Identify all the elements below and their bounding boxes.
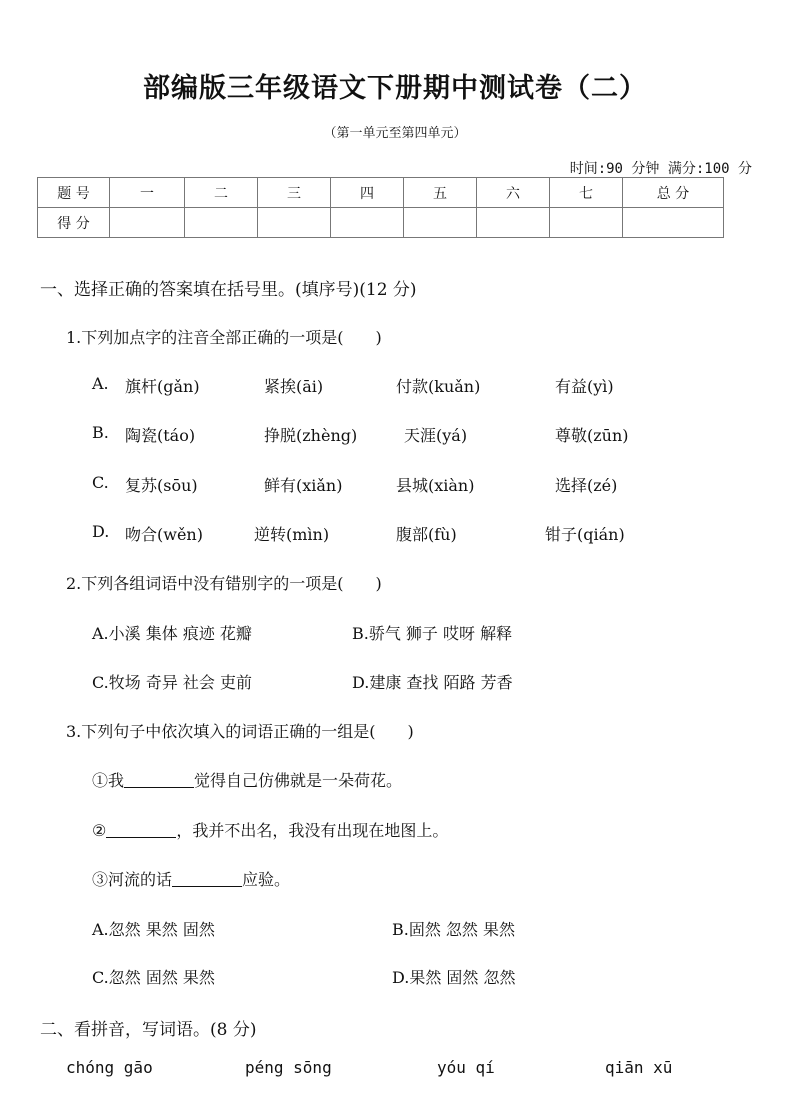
q3-s3-post: 应验。 — [242, 870, 291, 889]
q3-option: A.忽然 果然 固然 — [92, 920, 215, 939]
q1-word: 旗杆(gǎn) — [125, 377, 200, 396]
q1-word: 陶瓷(táo) — [125, 426, 196, 445]
q3-sentence-2 — [92, 818, 448, 841]
q3-s3-pre: ③河流的话 — [92, 870, 173, 889]
q1-option-label: A. — [92, 374, 109, 393]
header-cell: 题 号 — [38, 178, 110, 208]
header-cell: 七 — [550, 178, 623, 208]
score-cell[interactable] — [331, 208, 404, 238]
q1-stem: 1.下列加点字的注音全部正确的一项是( ) — [66, 328, 382, 347]
header-cell: 四 — [331, 178, 404, 208]
q3-s2-pre: ② — [92, 821, 107, 840]
q1-word: 逆转(mìn) — [254, 525, 330, 544]
q1-word: 吻合(wěn) — [125, 525, 203, 544]
q3-option: C.忽然 固然 果然 — [92, 968, 215, 987]
subtitle: （第一单元至第四单元） — [323, 126, 467, 141]
page-title: 部编版三年级语文下册期中测试卷（二） — [143, 73, 647, 104]
q1-word: 钳子(qián) — [545, 525, 625, 544]
q2-option: B.骄气 狮子 哎呀 解释 — [352, 624, 513, 643]
q1-option-label: B. — [92, 423, 109, 442]
header-cell: 一 — [110, 178, 185, 208]
score-table-score-row — [38, 208, 724, 238]
q1-word: 县城(xiàn) — [396, 476, 475, 495]
q1-word: 尊敬(zūn) — [555, 426, 629, 445]
header-cell: 六 — [477, 178, 550, 208]
q3-sentence-1 — [92, 768, 402, 791]
q1-word: 紧挨(āi) — [264, 377, 324, 396]
q1-option-label: D. — [92, 522, 110, 541]
fill-blank[interactable] — [106, 821, 176, 838]
q1-word: 付款(kuǎn) — [396, 377, 481, 396]
q3-option: D.果然 固然 忽然 — [392, 968, 516, 987]
pinyin-item: chóng gāo — [66, 1058, 153, 1077]
q3-sentence-3 — [92, 867, 290, 890]
score-cell[interactable] — [550, 208, 623, 238]
score-table-header-row — [38, 178, 724, 208]
pinyin-item: péng sōng — [245, 1058, 332, 1077]
q3-s2-post: ，我并不出名，我没有出现在地图上。 — [176, 821, 449, 840]
q2-option: C.牧场 奇异 社会 吏前 — [92, 673, 253, 692]
q1-word: 复苏(sōu) — [125, 476, 198, 495]
q1-word: 腹部(fù) — [396, 525, 457, 544]
header-cell: 二 — [185, 178, 258, 208]
row-label: 得 分 — [38, 208, 110, 238]
score-table — [37, 177, 724, 238]
q2-stem: 2.下列各组词语中没有错别字的一项是( ) — [66, 574, 382, 593]
section2-heading: 二、看拼音，写词语。(8 分) — [40, 1020, 257, 1040]
pinyin-item: qiān xū — [605, 1058, 673, 1077]
time-info: 时间:90 分钟 满分:100 分 — [569, 161, 752, 177]
score-cell[interactable] — [623, 208, 724, 238]
q1-word: 选择(zé) — [555, 476, 618, 495]
section1-heading: 一、选择正确的答案填在括号里。(填序号)(12 分) — [40, 280, 417, 300]
score-cell[interactable] — [258, 208, 331, 238]
score-cell[interactable] — [185, 208, 258, 238]
header-cell: 总 分 — [623, 178, 724, 208]
header-cell: 五 — [404, 178, 477, 208]
pinyin-item: yóu qí — [437, 1058, 495, 1077]
q3-stem: 3.下列句子中依次填入的词语正确的一组是( ) — [66, 722, 414, 741]
q2-option: A.小溪 集体 痕迹 花瓣 — [92, 624, 252, 643]
q1-word: 有益(yì) — [555, 377, 614, 396]
fill-blank[interactable] — [124, 771, 194, 788]
score-cell[interactable] — [404, 208, 477, 238]
q1-option-label: C. — [92, 473, 109, 492]
q1-word: 天涯(yá) — [404, 426, 468, 445]
fill-blank[interactable] — [172, 870, 242, 887]
q1-word: 挣脱(zhèng) — [264, 426, 358, 445]
q3-s1-post: 觉得自己仿佛就是一朵荷花。 — [194, 771, 403, 790]
score-cell[interactable] — [477, 208, 550, 238]
q1-word: 鲜有(xiǎn) — [264, 476, 343, 495]
score-cell[interactable] — [110, 208, 185, 238]
q3-option: B.固然 忽然 果然 — [392, 920, 516, 939]
q3-s1-pre: ①我 — [92, 771, 125, 790]
q2-option: D.建康 查找 陌路 芳香 — [352, 673, 513, 692]
header-cell: 三 — [258, 178, 331, 208]
